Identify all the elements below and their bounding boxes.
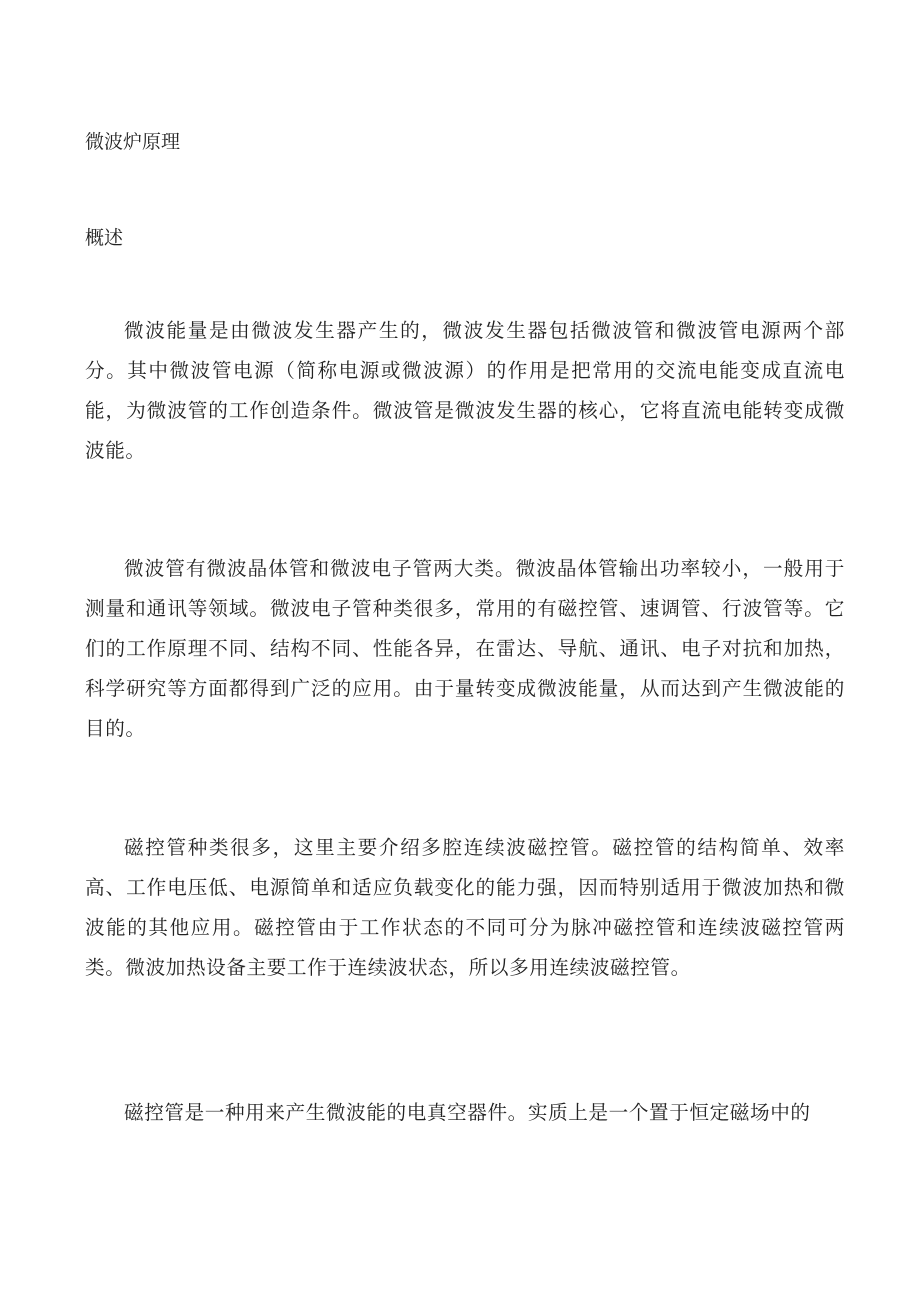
section-heading-overview: 概述 — [85, 227, 124, 249]
paragraph-magnetron-types: 磁控管种类很多，这里主要介绍多腔连续波磁控管。磁控管的结构简单、效率高、工作电压低、电源简单和适应负载变化的能力强，因而特别适用于微波加热和微波能的其他应用。磁控管由于工作状态的不同可分为脉冲磁控管和连续波磁控管两类。微波加热设备主要工作于连续波状态，所以多用连续波磁控管。 — [85, 836, 845, 979]
paragraph-microwave-generator: 微波能量是由微波发生器产生的，微波发生器包括微波管和微波管电源两个部分。其中微波管电源（简称电源或微波源）的作用是把常用的交流电能变成直流电能，为微波管的工作创造条件。微波管是微波发生器的核心，它将直流电能转变成微波能。 — [85, 319, 845, 462]
document-title: 微波炉原理 — [85, 131, 181, 153]
paragraph-magnetron-definition: 磁控管是一种用来产生微波能的电真空器件。实质上是一个置于恒定磁场中的 — [124, 1101, 811, 1124]
paragraph-microwave-tube-types: 微波管有微波晶体管和微波电子管两大类。微波晶体管输出功率较小，一般用于测量和通讯等领域。微波电子管种类很多，常用的有磁控管、速调管、行波管等。它们的工作原理不同、结构不同、性能各异，在雷达、导航、通讯、电子对抗和加热，科学研究等方面都得到广泛的应用。由于量转变成微波能量，从而达到产生微波能的目的。 — [85, 557, 845, 740]
